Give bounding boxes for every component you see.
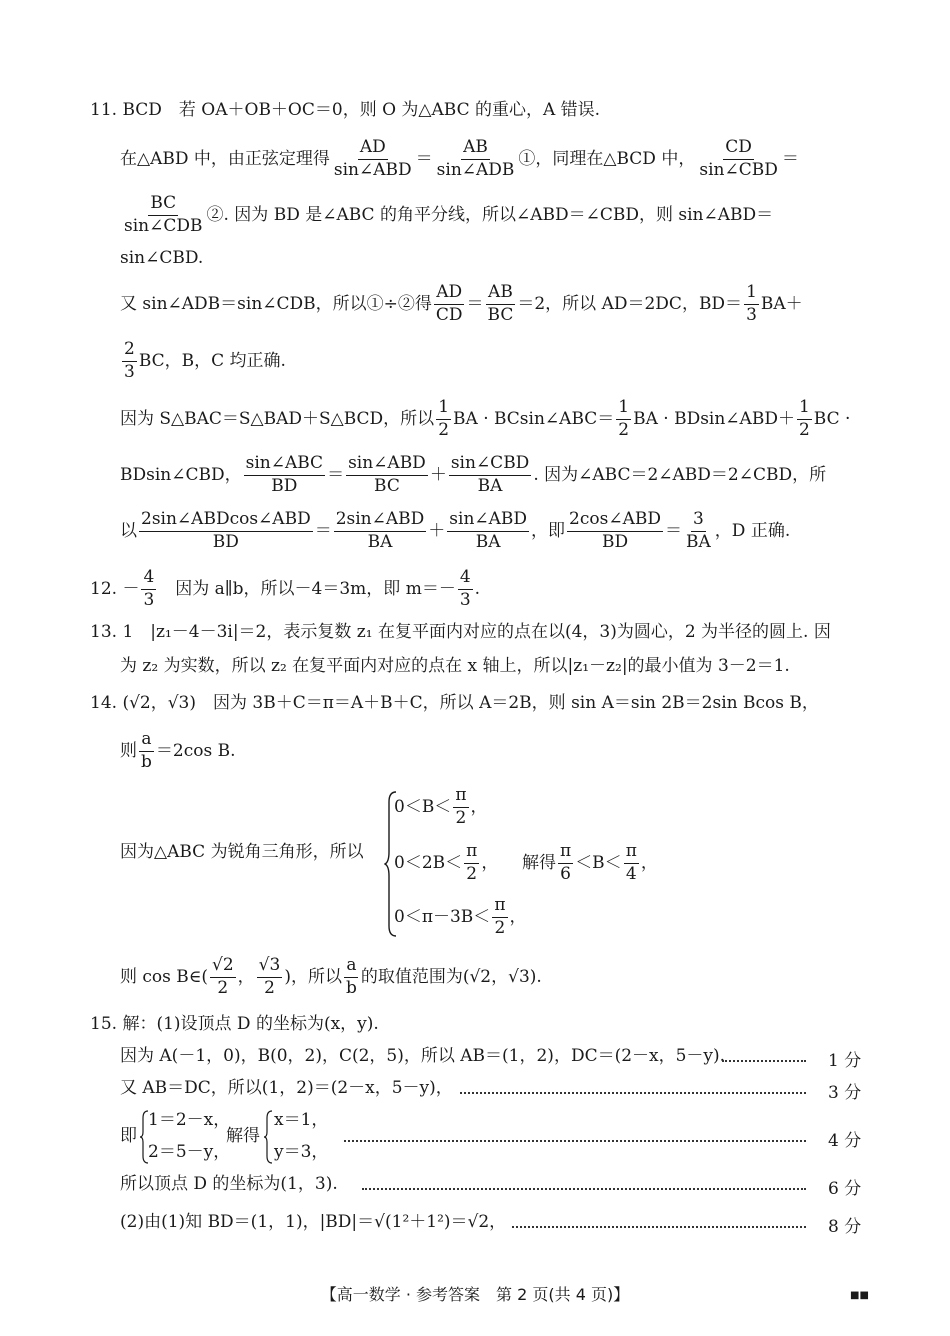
- fraction: $\frac{a}{b}$: [141, 729, 152, 772]
- fraction: $\frac{1}{3}$: [746, 282, 757, 325]
- page-footer: 【高一数学 · 参考答案 第 2 页(共 4 页)】: [320, 1285, 630, 1304]
- dotted-leader: [722, 1060, 806, 1062]
- fraction: $\frac{√2}{2}$: [212, 955, 234, 998]
- dotted-leader: [362, 1188, 806, 1190]
- fraction: $\frac{4}{3}$: [143, 567, 155, 610]
- fraction: $\frac{\text{2sin∠ABD}}{BA}$: [335, 509, 425, 552]
- fraction: $\frac{4}{3}$: [459, 567, 471, 610]
- fraction: $\frac{\text{sin∠ABD}}{BA}$: [449, 509, 528, 552]
- q15-eq-1: 1＝2－x，: [148, 1110, 231, 1130]
- dotted-leader: [460, 1092, 806, 1094]
- q14-solution: 解得 $\frac{\pi}{6}$ ＜B＜ $\frac{\pi}{4}$ ，: [522, 841, 658, 884]
- fraction: $\frac{\pi}{2}$: [494, 895, 506, 938]
- q14-system-2: 0＜2B＜ $\frac{\pi}{2}$ ，: [394, 841, 499, 884]
- fraction: $\frac{BC}{\text{sin∠CDB}}$: [124, 193, 203, 236]
- q15-line-2: 因为 A(－1，0)，B(0，2)，C(2，5)，所以 AB＝(1，2)，DC＝(2－x，5－y).: [120, 1046, 726, 1066]
- fraction: $\frac{AB}{BC}$: [487, 282, 514, 325]
- q15-line-6: (2)由(1)知 BD＝(1，1)，|BD|＝√(1²＋1²)＝√2，: [120, 1212, 507, 1232]
- fraction: $\frac{\pi}{4}$: [625, 841, 637, 884]
- dotted-leader: [344, 1140, 806, 1142]
- fraction: $\frac{3}{BA}$: [686, 509, 711, 552]
- q11-line-7: 因为 S△BAC＝S△BAD＋S△BCD，所以 $\frac{1}{2}$ BA · BCsin∠ABC＝ $\frac{1}{2}$ BA · BDsin∠ABD＋ $\frac{1}{2}$ BC ·: [120, 397, 851, 440]
- q14-line-3: 因为△ABC 为锐角三角形，所以: [120, 842, 364, 862]
- q13-line-1: 13. 1 |z₁－4－3i|＝2，表示复数 z₁ 在复平面内对应的点在以(4，3)为圆心，2 为半径的圆上. 因: [90, 622, 831, 642]
- corner-mark: ■■: [850, 1290, 869, 1301]
- q11-line-5: 又 sin∠ADB＝sin∠CDB，所以①÷②得 $\frac{AD}{CD}$ ＝ $\frac{AB}{BC}$ ＝2，所以 AD＝2DC，BD＝ $\frac{1}{3}$ BA＋: [120, 282, 803, 325]
- left-brace-icon: [263, 1110, 273, 1164]
- q12-line: 12. － $\frac{4}{3}$ 因为 a∥b，所以－4＝3m，即 m＝－ $\frac{4}{3}$ .: [90, 567, 481, 610]
- q11-line-2: 在△ABD 中，由正弦定理得 $\frac{AD}{\text{sin∠ABD}}$ ＝ $\frac{AB}{\text{sin∠ADB}}$ ①，同理在△BCD 中， $\frac{CD}{\text{sin∠CBD}}$ ＝: [120, 137, 799, 180]
- q15-eq-2: 2＝5－y，: [148, 1142, 231, 1162]
- q15-line-3: 又 AB＝DC，所以(1，2)＝(2－x，5－y)，: [120, 1078, 453, 1098]
- score-3: 4 分: [828, 1131, 862, 1151]
- fraction: $\frac{\pi}{6}$: [560, 841, 572, 884]
- q11-line-9: 以 $\frac{\text{2sin∠ABDcos∠ABD}}{BD}$ ＝ $\frac{\text{2sin∠ABD}}{BA}$ ＋ $\frac{\text{sin∠ABD}}{BA}$ ，即 $\frac{\text{2cos∠ABD}}{BD}$ ＝ $\frac{3}{BA}$ ，D 正确.: [120, 509, 791, 552]
- fraction: $\frac{AD}{\text{sin∠ABD}}$: [333, 137, 412, 180]
- q14-line-4: 则 cos B∈( $\frac{√2}{2}$ ， $\frac{√3}{2}$ )，所以 $\frac{a}{b}$ 的取值范围为(√2，√3).: [120, 955, 542, 998]
- fraction: $\frac{AD}{CD}$: [435, 282, 463, 325]
- q14-system-1: 0＜B＜ $\frac{\pi}{2}$ ，: [394, 785, 488, 828]
- fraction: $\frac{2}{3}$: [124, 339, 135, 382]
- fraction: $\frac{CD}{\text{sin∠CBD}}$: [699, 137, 778, 180]
- q14-line-1: 14. (√2，√3) 因为 3B＋C＝π＝A＋B＋C，所以 A＝2B，则 sin A＝sin 2B＝2sin Bcos B，: [90, 693, 819, 713]
- fraction: $\frac{\text{sin∠ABD}}{BC}$: [348, 453, 426, 496]
- q15-res-2: y＝3，: [274, 1142, 329, 1162]
- dotted-leader: [512, 1226, 806, 1228]
- q15-line-4-lead: 即: [120, 1126, 137, 1146]
- fraction: $\frac{AB}{\text{sin∠ADB}}$: [436, 137, 515, 180]
- q11-line-1: 11. BCD 若 OA＋OB＋OC＝0，则 O 为△ABC 的重心，A 错误.: [90, 100, 601, 120]
- fraction: $\frac{\text{2cos∠ABD}}{BD}$: [569, 509, 661, 552]
- score-5: 8 分: [828, 1217, 862, 1237]
- fraction: $\frac{√3}{2}$: [258, 955, 281, 998]
- fraction: $\frac{\pi}{2}$: [455, 785, 467, 828]
- q15-line-1: 15. 解：(1)设顶点 D 的坐标为(x，y).: [90, 1014, 379, 1034]
- q15-solved: 解得: [226, 1126, 260, 1146]
- q13-line-2: 为 z₂ 为实数，所以 z₂ 在复平面内对应的点在 x 轴上，所以|z₁－z₂|的最小值为 3－2＝1.: [120, 656, 790, 676]
- score-4: 6 分: [828, 1179, 862, 1199]
- q11-line-4: sin∠CBD.: [120, 248, 204, 268]
- q11-line-6: $\frac{2}{3}$ BC，B，C 均正确.: [124, 339, 286, 382]
- score-2: 3 分: [828, 1083, 862, 1103]
- q15-line-5: 所以顶点 D 的坐标为(1，3).: [120, 1174, 338, 1194]
- fraction: $\frac{\text{2sin∠ABDcos∠ABD}}{BD}$: [141, 509, 311, 552]
- q14-system-3: 0＜π－3B＜ $\frac{\pi}{2}$ ，: [394, 895, 527, 938]
- q14-line-2: 则 $\frac{a}{b}$ ＝2cos B.: [120, 729, 236, 772]
- fraction: $\frac{\pi}{2}$: [466, 841, 478, 884]
- fraction: $\frac{1}{2}$: [438, 397, 450, 440]
- q11-line-8: BDsin∠CBD， $\frac{\text{sin∠ABC}}{BD}$ ＝ $\frac{\text{sin∠ABD}}{BC}$ ＋ $\frac{\text{sin∠CBD}}{BA}$ . 因为∠ABC＝2∠ABD＝2∠CBD，所: [120, 453, 827, 496]
- q15-res-1: x＝1，: [274, 1110, 329, 1130]
- fraction: $\frac{\text{sin∠CBD}}{BA}$: [450, 453, 530, 496]
- score-1: 1 分: [828, 1051, 862, 1071]
- fraction: $\frac{1}{2}$: [618, 397, 630, 440]
- fraction: $\frac{\text{sin∠ABC}}{BD}$: [245, 453, 324, 496]
- fraction: $\frac{1}{2}$: [798, 397, 810, 440]
- fraction: $\frac{a}{b}$: [345, 955, 357, 998]
- q11-line-3: $\frac{BC}{\text{sin∠CDB}}$ ②. 因为 BD 是∠ABC 的角平分线，所以∠ABD＝∠CBD，则 sin∠ABD＝: [124, 193, 774, 236]
